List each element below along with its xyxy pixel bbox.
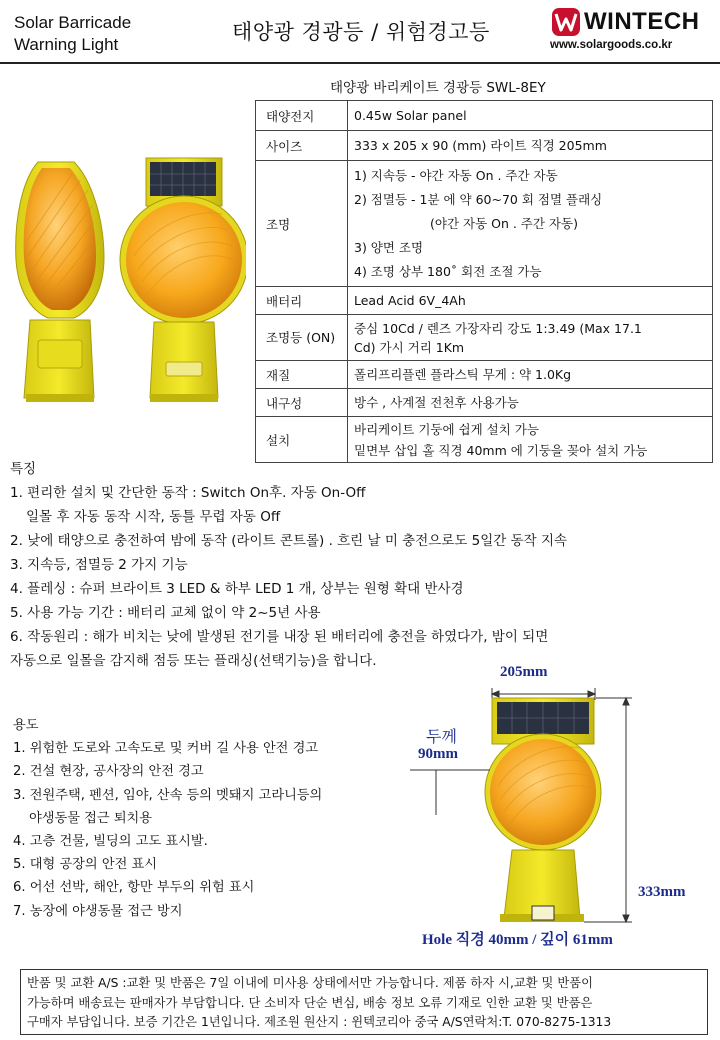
spec-title: 태양광 바리케이트 경광등 SWL-8EY — [330, 80, 546, 96]
dimension-drawing — [400, 660, 718, 960]
spec-value — [348, 315, 713, 361]
spec-value-line: 0.45w Solar panel — [354, 107, 467, 123]
title-english-line2: Warning Light — [14, 35, 119, 54]
notice-line: 반품 및 교환 A/S :교환 및 반품은 7일 이내에 미사용 상태에서만 가능합니다. 제품 하자 시,교환 및 반품이 — [27, 976, 593, 990]
spec-value-line: Cd) 가시 거리 1Km — [354, 339, 465, 355]
spec-value-line: 밑면부 삽입 홀 직경 40mm 에 기둥을 꽂아 설치 가능 — [354, 442, 648, 458]
spec-value — [348, 389, 713, 417]
title-english-line1: Solar Barricade — [14, 13, 132, 32]
feature-item: 일몰 후 자동 동작 시작, 동틀 무렵 자동 Off — [26, 509, 281, 525]
spec-key: 재질 — [256, 361, 348, 389]
feature-item: 3. 지속등, 점멸등 2 가지 기능 — [10, 557, 188, 573]
use-item: 6. 어선 선박, 해안, 항만 부두의 위험 표시 — [13, 880, 255, 896]
dimension-figure — [400, 660, 718, 960]
page-header — [0, 0, 720, 66]
product-photo — [8, 150, 246, 405]
spec-value-line: Lead Acid 6V_4Ah — [354, 292, 466, 308]
spec-key: 사이즈 — [256, 131, 348, 161]
spec-row-durability — [256, 389, 713, 417]
title-korean: 태양광 경광등 / 위험경고등 — [232, 20, 490, 44]
depth-leader-line — [410, 770, 490, 815]
spec-row-solar — [256, 101, 713, 131]
width-label: 205mm — [500, 664, 548, 680]
spec-value — [348, 131, 713, 161]
feature-item: 4. 플레싱 : 슈퍼 브라이트 3 LED & 하부 LED 1 개, 상부는 원형 확대 반사경 — [10, 581, 464, 597]
use-item: 2. 건설 현장, 공사장의 안전 경고 — [13, 764, 204, 780]
spec-row-brightness — [256, 315, 713, 361]
spec-row-size — [256, 131, 713, 161]
spec-key: 내구성 — [256, 389, 348, 417]
feature-item: 2. 낮에 태양으로 충전하여 밤에 동작 (라이트 콘트롤) . 흐린 날 미 충전으로도 5일간 동작 지속 — [10, 533, 568, 549]
spec-key: 조명 — [256, 161, 348, 287]
spec-value-line: 바리케이트 기둥에 쉽게 설치 가능 — [354, 421, 539, 437]
spec-value — [348, 101, 713, 131]
feature-item: 6. 작동원리 : 해가 비치는 낮에 발생된 전기를 내장 된 배터리에 충전을 하였다가, 밤이 되면 — [10, 629, 549, 645]
spec-row-install — [256, 417, 713, 463]
light-front-view — [120, 158, 246, 402]
brand-url[interactable]: www.solargoods.co.kr — [550, 39, 673, 51]
use-item: 5. 대형 공장의 안전 표시 — [13, 857, 158, 873]
spec-value-line: (야간 자동 On . 주간 자동) — [430, 215, 578, 231]
spec-value-line: 3) 양면 조명 — [354, 239, 424, 255]
notice-line: 가능하며 배송료는 판매자가 부담합니다. 단 소비자 단순 변심, 배송 정보 오류 기재로 인한 교환 및 반품은 — [27, 995, 593, 1010]
brand-logo — [552, 8, 712, 36]
spec-value-line: 4) 조명 상부 180˚ 회전 조절 가능 — [354, 263, 542, 279]
spec-key: 조명등 (ON) — [256, 315, 348, 361]
spec-row-lighting — [256, 161, 713, 287]
spec-value — [348, 417, 713, 463]
uses-heading: 용도 — [13, 718, 39, 733]
use-item: 야생동물 접근 퇴치용 — [29, 810, 153, 826]
depth-title: 두께 — [426, 727, 457, 746]
feature-item: 1. 편리한 설치 및 간단한 동작 : Switch On후. 자동 On-Off — [10, 485, 366, 501]
spec-key: 태양전지 — [256, 101, 348, 131]
spec-row-material — [256, 361, 713, 389]
height-label: 333mm — [638, 884, 686, 900]
uses-section — [13, 714, 403, 923]
spec-value — [348, 361, 713, 389]
features-section — [10, 457, 710, 673]
use-item: 3. 전원주택, 펜션, 임야, 산속 등의 멧돼지 고라니등의 — [13, 787, 323, 803]
wintech-logo-icon — [552, 8, 580, 36]
light-side-view — [16, 162, 104, 402]
spec-key: 배터리 — [256, 287, 348, 315]
header-divider — [0, 62, 720, 64]
spec-value-line: 1) 지속등 - 야간 자동 On . 주간 자동 — [354, 167, 558, 183]
use-item: 7. 농장에 야생동물 접근 방지 — [13, 903, 183, 919]
spec-value — [348, 161, 713, 287]
features-heading: 특징 — [10, 461, 37, 477]
hole-label: Hole 직경 40mm / 깊이 61mm — [422, 932, 613, 948]
spec-value-line: 방수 , 사계절 전천후 사용가능 — [354, 394, 519, 410]
spec-value-line: 중심 10Cd / 렌즈 가장자리 강도 1:3.49 (Max 17.1 — [354, 320, 642, 336]
spec-table — [255, 100, 713, 463]
spec-value-line: 333 x 205 x 90 (mm) 라이트 직경 205mm — [354, 137, 607, 153]
mount-hole — [532, 906, 554, 920]
depth-label: 90mm — [418, 746, 458, 762]
spec-value-line: 2) 점멸등 - 1분 에 약 60~70 회 점멸 플래싱 — [354, 191, 603, 207]
use-item: 1. 위험한 도로와 고속도로 및 커버 길 사용 안전 경고 — [13, 741, 319, 757]
feature-item: 자동으로 일몰을 감지해 점등 또는 플래싱(선택기능)을 합니다. — [10, 653, 377, 669]
spec-row-battery — [256, 287, 713, 315]
title-english — [14, 12, 131, 56]
brand-name: WINTECH — [584, 8, 700, 35]
feature-item: 5. 사용 가능 기간 : 배터리 교체 없이 약 2~5년 사용 — [10, 605, 321, 621]
use-item: 4. 고층 건물, 빌딩의 고도 표시발. — [13, 834, 208, 850]
spec-value-line: 폴리프리플렌 플라스틱 무게 : 약 1.0Kg — [354, 366, 572, 382]
return-policy-notice — [20, 969, 708, 1035]
spec-key: 설치 — [256, 417, 348, 463]
spec-value — [348, 287, 713, 315]
notice-line: 구매자 부담입니다. 보증 기간은 1년입니다. 제조원 원산지 : 윈텍코리아 중국 A/S연락처:T. 070-8275-1313 — [27, 1015, 612, 1029]
